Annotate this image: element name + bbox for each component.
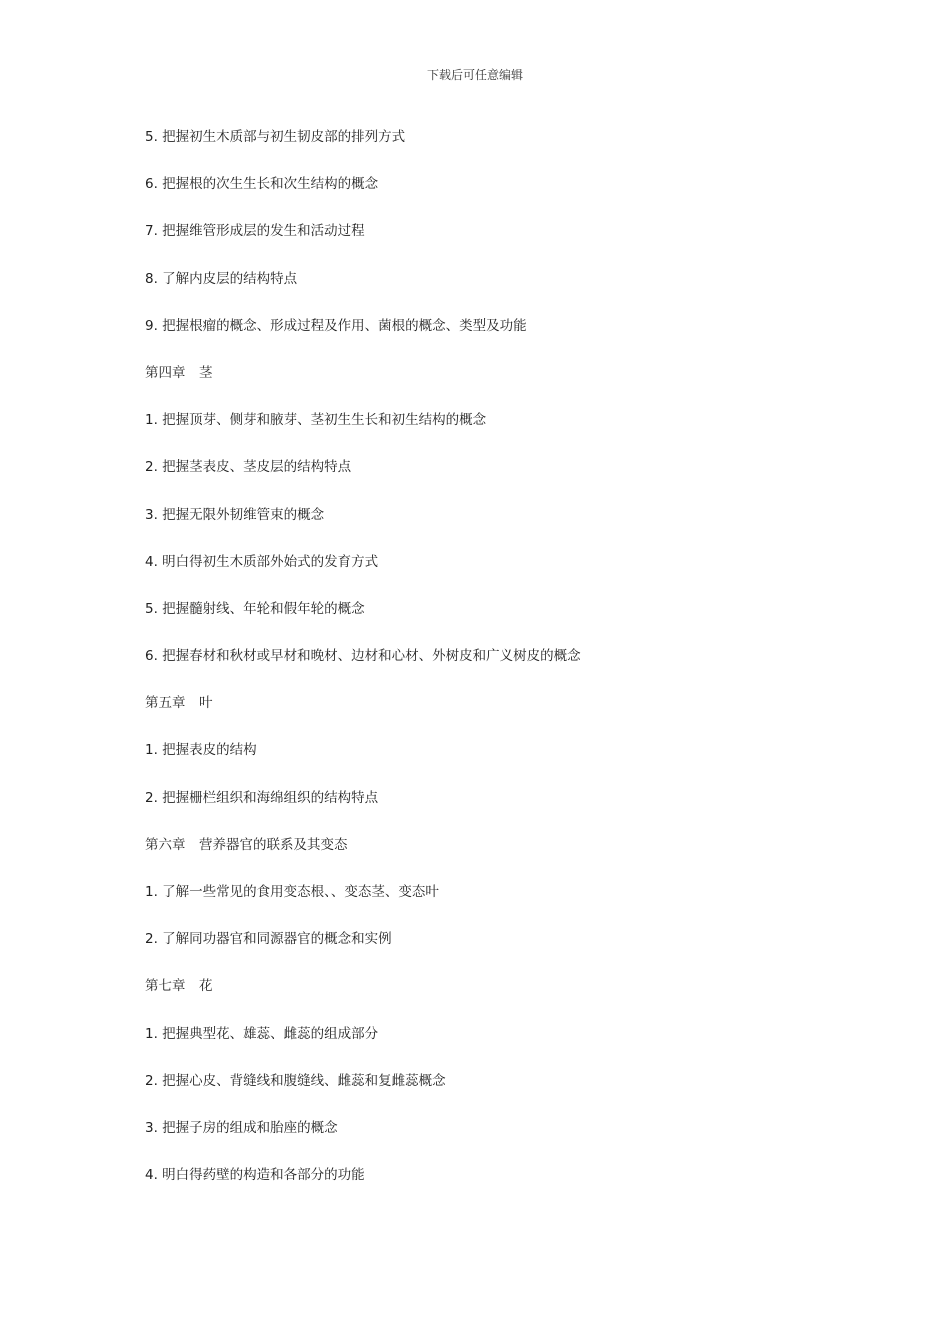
item-number: 2. xyxy=(145,931,158,948)
item-text: 把握髓射线、年轮和假年轮的概念 xyxy=(157,600,365,617)
list-item xyxy=(145,740,845,787)
page-header: 下载后可任意编辑 xyxy=(426,68,523,82)
item-text: 把握初生木质部与初生韧皮部的排列方式 xyxy=(157,129,406,145)
item-number: 1. xyxy=(145,884,158,900)
item-text: 把握根的次生生长和次生结构的概念 xyxy=(157,176,379,193)
chapter-heading xyxy=(145,363,845,410)
list-item xyxy=(145,457,845,504)
item-text: 把握栅栏组织和海绵组织的结构特点 xyxy=(157,789,379,806)
item-number: 6. xyxy=(145,648,158,665)
heading-text: 第四章 茎 xyxy=(145,364,213,381)
item-number: 8. xyxy=(145,270,158,287)
item-number: 9. xyxy=(145,317,158,334)
list-item xyxy=(145,316,845,363)
item-number: 7. xyxy=(145,223,158,240)
item-text: 把握根瘤的概念、形成过程及作用、菌根的概念、类型及功能 xyxy=(157,317,527,334)
item-number: 2. xyxy=(145,789,158,806)
list-item xyxy=(145,599,845,646)
list-item xyxy=(145,552,845,599)
list-item xyxy=(145,269,845,316)
heading-text: 第五章 叶 xyxy=(145,695,213,712)
list-item xyxy=(145,221,845,268)
item-number: 1. xyxy=(145,1025,158,1042)
item-text: 了解同功器官和同源器官的概念和实例 xyxy=(157,931,392,948)
list-item xyxy=(145,882,845,929)
item-text: 了解内皮层的结构特点 xyxy=(157,270,298,287)
item-number: 3. xyxy=(145,506,158,523)
list-item xyxy=(145,410,845,457)
list-item xyxy=(145,174,845,221)
item-number: 6. xyxy=(145,176,158,193)
item-number: 2. xyxy=(145,1072,158,1089)
chapter-heading xyxy=(145,693,845,740)
item-number: 3. xyxy=(145,1119,158,1136)
item-text: 明白得药壁的构造和各部分的功能 xyxy=(157,1167,365,1184)
item-number: 1. xyxy=(145,412,158,429)
list-item xyxy=(145,929,845,976)
document-body xyxy=(145,127,845,1212)
list-item xyxy=(145,1071,845,1118)
item-text: 把握心皮、背缝线和腹缝线、雌蕊和复雌蕊概念 xyxy=(157,1072,446,1089)
item-text: 把握顶芽、侧芽和腋芽、茎初生生长和初生结构的概念 xyxy=(157,412,487,429)
item-number: 5. xyxy=(145,129,158,145)
list-item xyxy=(145,646,845,693)
list-item xyxy=(145,1024,845,1071)
list-item xyxy=(145,127,845,174)
item-text: 把握无限外韧维管束的概念 xyxy=(157,506,325,523)
item-number: 4. xyxy=(145,1167,158,1184)
list-item xyxy=(145,1165,845,1212)
heading-text: 第六章 营养器官的联系及其变态 xyxy=(145,836,348,853)
item-text: 把握子房的组成和胎座的概念 xyxy=(157,1119,338,1136)
list-item xyxy=(145,788,845,835)
item-text: 把握茎表皮、茎皮层的结构特点 xyxy=(157,459,352,476)
list-item xyxy=(145,505,845,552)
item-text: 把握表皮的结构 xyxy=(157,742,257,759)
item-text: 了解一些常见的食用变态根、、变态茎、变态叶 xyxy=(157,884,439,900)
item-text: 明白得初生木质部外始式的发育方式 xyxy=(157,553,379,570)
item-text: 把握典型花、雄蕊、雌蕊的组成部分 xyxy=(157,1025,379,1042)
heading-text: 第七章 花 xyxy=(145,978,213,995)
item-number: 5. xyxy=(145,600,158,617)
list-item xyxy=(145,1118,845,1165)
chapter-heading xyxy=(145,976,845,1023)
item-number: 4. xyxy=(145,553,158,570)
item-number: 1. xyxy=(145,742,158,759)
item-text: 把握维管形成层的发生和活动过程 xyxy=(157,223,365,240)
item-number: 2. xyxy=(145,459,158,476)
item-text: 把握春材和秋材或早材和晚材、边材和心材、外树皮和广义树皮的概念 xyxy=(157,648,581,665)
chapter-heading xyxy=(145,835,845,882)
